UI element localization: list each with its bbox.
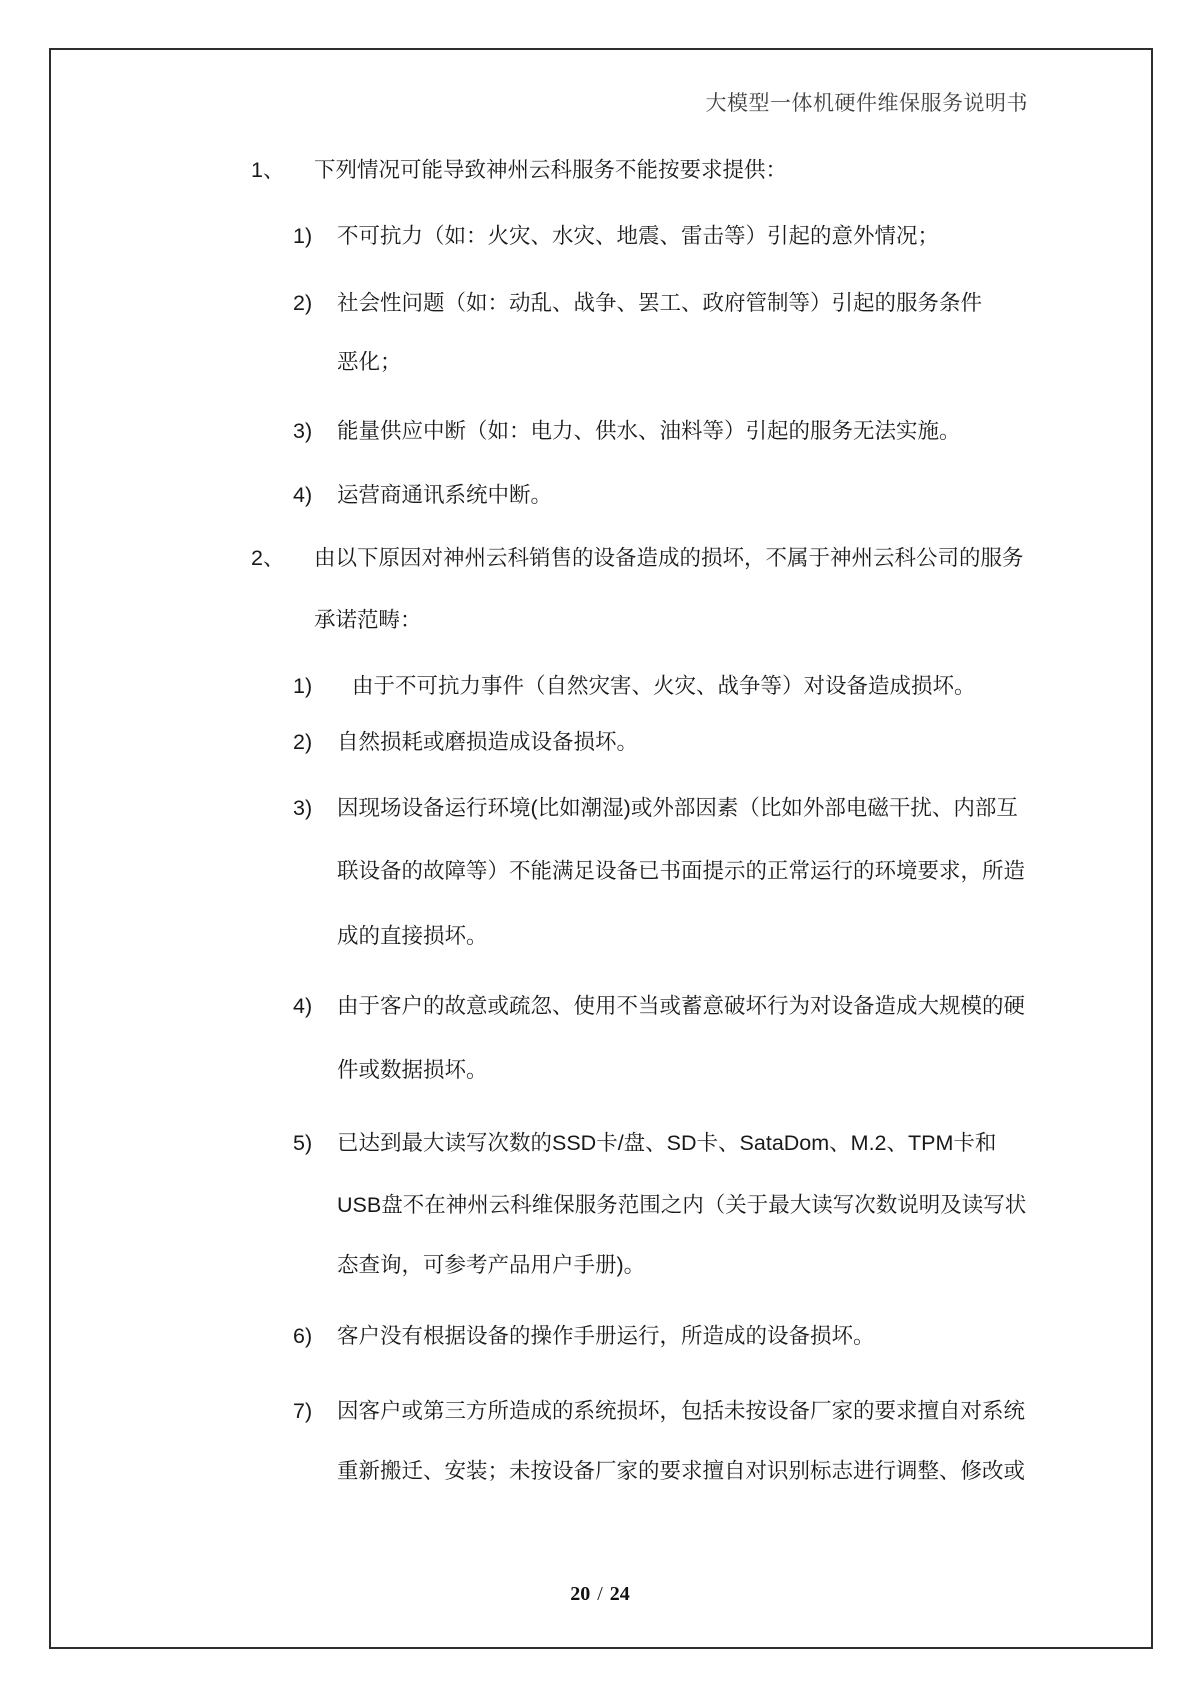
list-item-continuation-line (337, 1058, 488, 1083)
list-text: 客户没有根据设备的操作手册运行，所造成的设备损坏。 (337, 1324, 875, 1348)
page-footer (0, 1583, 1200, 1606)
list-text: 不可抗力（如：火灾、水灾、地震、雷击等）引起的意外情况； (337, 224, 940, 248)
list-item-continuation-line (337, 924, 488, 949)
list-text: 恶化； (337, 350, 402, 374)
list-item-line (293, 796, 1018, 821)
list-item-line (293, 291, 982, 316)
list-text: 由于客户的故意或疏忽、使用不当或蓄意破坏行为对设备造成大规模的硬 (337, 994, 1026, 1018)
list-text: 因客户或第三方所造成的系统损坏，包括未按设备厂家的要求擅自对系统 (337, 1399, 1026, 1423)
list-item-continuation-line (337, 1193, 1026, 1218)
list-text: 重新搬迁、安装；未按设备厂家的要求擅自对识别标志进行调整、修改或 (337, 1459, 1026, 1483)
list-marker: 4) (293, 994, 313, 1018)
list-item-line (293, 730, 638, 755)
list-text: 社会性问题（如：动乱、战争、罢工、政府管制等）引起的服务条件 (337, 291, 983, 315)
list-marker: 2) (293, 730, 313, 754)
list-text: 件或数据损坏。 (337, 1058, 488, 1082)
list-marker: 6) (293, 1324, 313, 1348)
list-item-line (293, 483, 552, 508)
list-text: USB盘不在神州云科维保服务范围之内（关于最大读写次数说明及读写状 (337, 1193, 1027, 1217)
list-text: 由于不可抗力事件（自然灾害、火灾、战争等）对设备造成损坏。 (352, 674, 976, 698)
list-marker: 4) (293, 483, 313, 507)
list-item-line (293, 224, 939, 249)
list-text: 运营商通讯系统中断。 (337, 483, 553, 507)
list-marker: 3) (293, 796, 313, 820)
list-marker: 1、 (251, 158, 285, 182)
list-item-continuation-line (337, 1459, 1025, 1484)
list-text: 态查询，可参考产品用户手册)。 (337, 1253, 646, 1277)
list-text: 联设备的故障等）不能满足设备已书面提示的正常运行的环境要求，所造 (337, 859, 1026, 883)
list-item-continuation-line (337, 859, 1025, 884)
list-text: 自然损耗或磨损造成设备损坏。 (337, 730, 639, 754)
list-marker: 1) (293, 224, 313, 248)
list-marker: 5) (293, 1131, 313, 1155)
list-marker: 7) (293, 1399, 313, 1423)
page-header: 大模型一体机硬件维保服务说明书 (705, 91, 1028, 115)
list-item-continuation-line (337, 350, 402, 375)
page-number-total: 24 (609, 1583, 630, 1605)
list-item-line (293, 1399, 1025, 1424)
list-text: 承诺范畴： (314, 608, 422, 632)
page-number-separator: / (597, 1583, 603, 1605)
list-item-line (293, 419, 961, 444)
list-marker: 2、 (251, 546, 285, 570)
list-item-line (293, 1324, 875, 1349)
list-item-continuation-line (314, 608, 422, 633)
list-item-line (251, 546, 1024, 571)
list-item-continuation-line (337, 1253, 645, 1278)
list-text: 由以下原因对神州云科销售的设备造成的损坏，不属于神州云科公司的服务 (314, 546, 1024, 570)
list-text: 能量供应中断（如：电力、供水、油料等）引起的服务无法实施。 (337, 419, 961, 443)
list-item-line (293, 994, 1025, 1019)
list-text: 下列情况可能导致神州云科服务不能按要求提供： (314, 158, 788, 182)
list-item-line (251, 158, 787, 183)
list-item-line (293, 1131, 996, 1156)
list-marker: 2) (293, 291, 313, 315)
list-item-line (293, 674, 976, 699)
list-text: 因现场设备运行环境(比如潮湿)或外部因素（比如外部电磁干扰、内部互 (337, 796, 1018, 820)
list-marker: 3) (293, 419, 313, 443)
list-marker: 1) (293, 674, 313, 698)
list-text: 成的直接损坏。 (337, 924, 488, 948)
list-text: 已达到最大读写次数的SSD卡/盘、SD卡、SataDom、M.2、TPM卡和 (337, 1131, 997, 1155)
page-number-current: 20 (570, 1583, 591, 1605)
